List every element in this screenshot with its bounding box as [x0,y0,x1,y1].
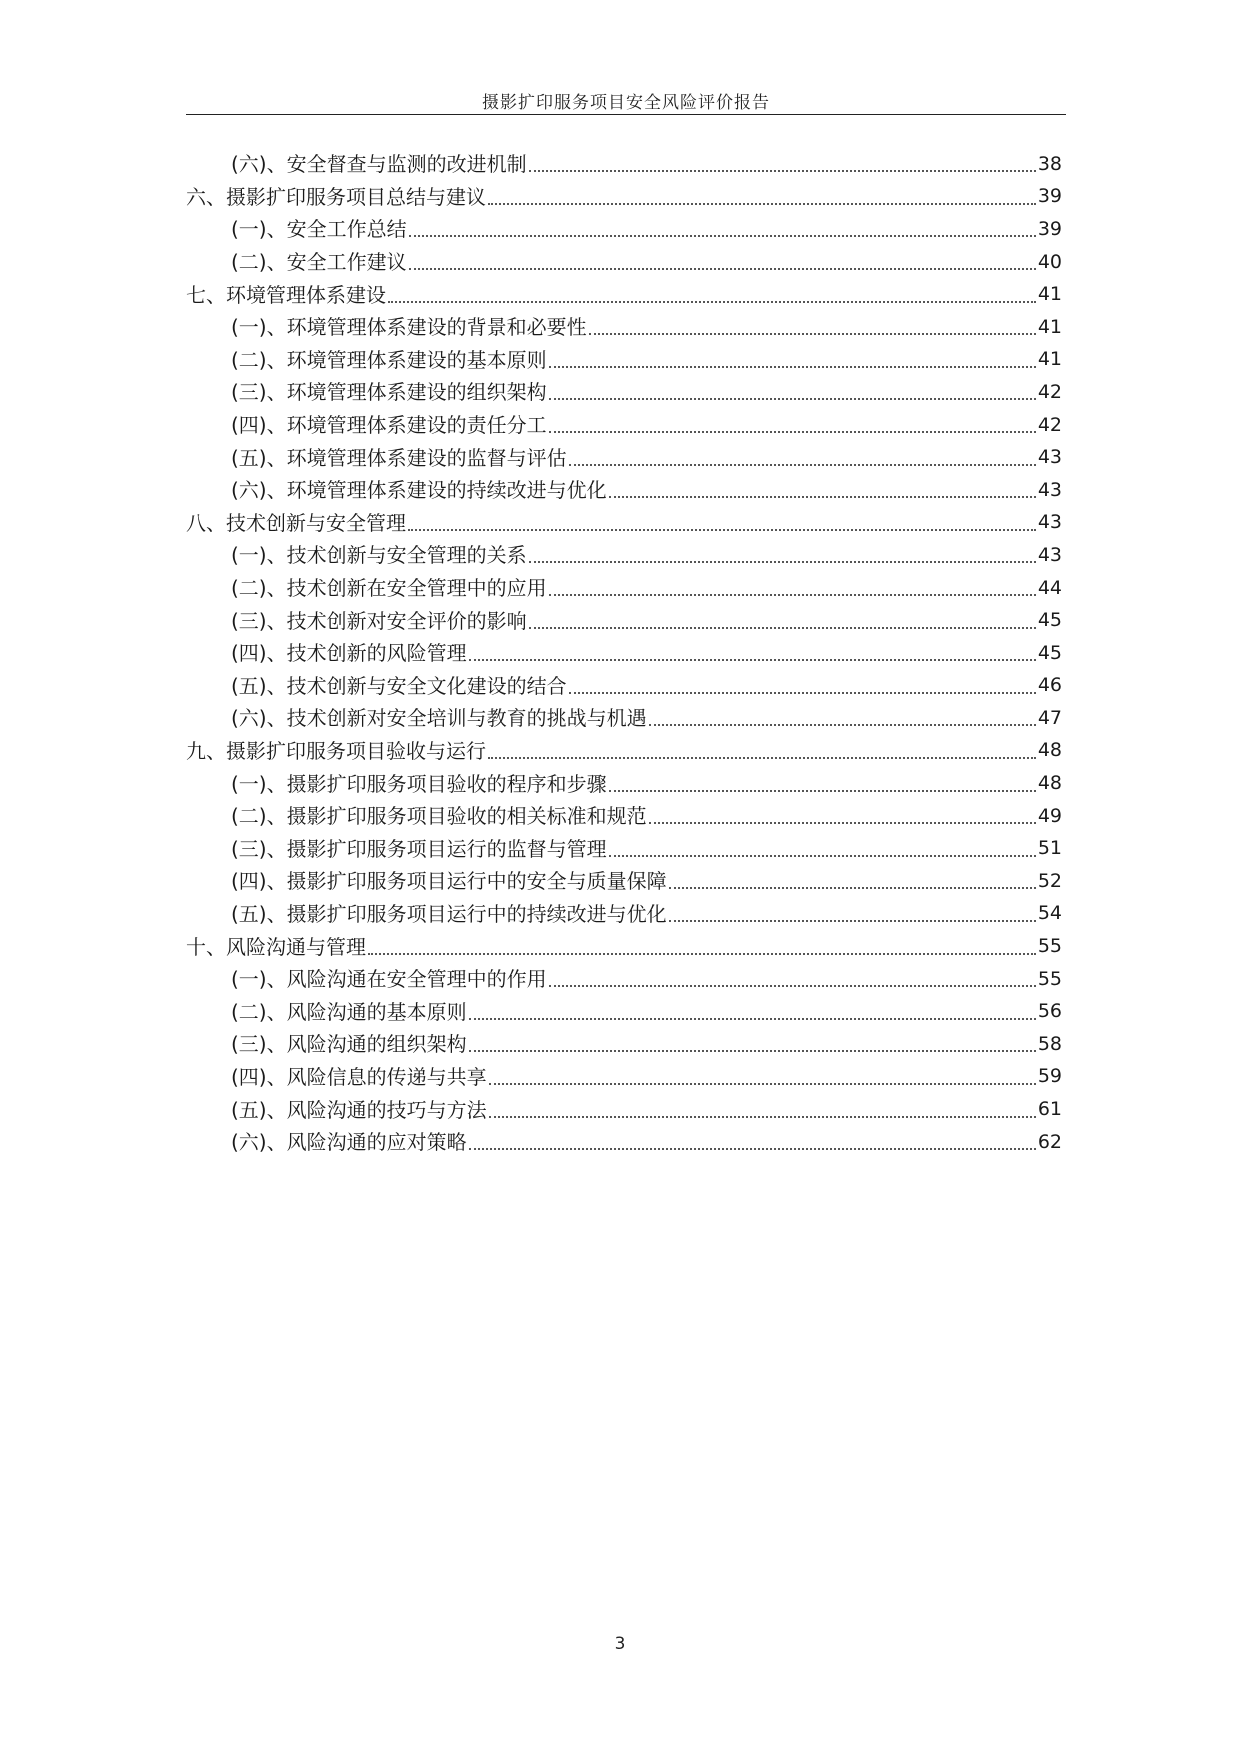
toc-entry-title: 六、摄影扩印服务项目总结与建议 [186,184,486,209]
toc-dot-leader [669,920,1036,922]
toc-entry-page: 55 [1037,967,1062,990]
toc-section-entry[interactable] [186,376,1062,409]
toc-chapter-entry[interactable] [186,930,1062,963]
toc-section-entry[interactable] [186,572,1062,605]
toc-dot-leader [669,887,1036,889]
header-divider [186,114,1066,115]
toc-entry-page: 45 [1037,609,1062,632]
toc-entry-title: (一)、风险沟通在安全管理中的作用 [231,967,547,992]
toc-dot-leader [649,822,1036,824]
toc-entry-title: (一)、安全工作总结 [231,217,407,242]
toc-entry-page: 43 [1037,511,1062,534]
running-header: 摄影扩印服务项目安全风险评价报告 [482,93,770,113]
toc-entry-page: 62 [1037,1130,1062,1153]
toc-entry-page: 46 [1037,674,1062,697]
toc-entry-page: 45 [1037,641,1062,664]
toc-entry-page: 42 [1037,413,1062,436]
toc-section-entry[interactable] [186,800,1062,833]
toc-section-entry[interactable] [186,1093,1062,1126]
toc-entry-title: (四)、环境管理体系建设的责任分工 [231,413,547,438]
toc-dot-leader [529,627,1036,629]
toc-entry-title: (六)、技术创新对安全培训与教育的挑战与机遇 [231,706,647,731]
table-of-contents [186,148,1062,1158]
toc-entry-page: 58 [1037,1032,1062,1055]
toc-section-entry[interactable] [186,474,1062,507]
toc-entry-page: 43 [1037,478,1062,501]
toc-entry-page: 39 [1037,185,1062,208]
toc-entry-title: (一)、摄影扩印服务项目验收的程序和步骤 [231,771,607,796]
toc-entry-title: (三)、环境管理体系建设的组织架构 [231,380,547,405]
toc-section-entry[interactable] [186,441,1062,474]
toc-entry-page: 51 [1037,837,1062,860]
toc-entry-title: (三)、技术创新对安全评价的影响 [231,608,527,633]
toc-dot-leader [489,1083,1036,1085]
toc-dot-leader [409,268,1036,270]
toc-entry-title: 七、环境管理体系建设 [186,282,386,307]
toc-dot-leader [609,496,1036,498]
toc-entry-title: (二)、技术创新在安全管理中的应用 [231,576,547,601]
toc-dot-leader [488,203,1036,205]
toc-dot-leader [649,724,1036,726]
toc-entry-page: 55 [1037,935,1062,958]
toc-entry-page: 59 [1037,1065,1062,1088]
toc-entry-title: (四)、风险信息的传递与共享 [231,1064,487,1089]
toc-dot-leader [609,790,1036,792]
toc-entry-title: (五)、环境管理体系建设的监督与评估 [231,445,567,470]
toc-dot-leader [609,855,1036,857]
toc-entry-title: (二)、风险沟通的基本原则 [231,999,467,1024]
toc-entry-page: 42 [1037,380,1062,403]
toc-entry-page: 61 [1037,1098,1062,1121]
toc-dot-leader [549,594,1036,596]
page-number: 3 [614,1634,626,1654]
toc-section-entry[interactable] [186,1028,1062,1061]
toc-entry-title: (三)、摄影扩印服务项目运行的监督与管理 [231,836,607,861]
toc-section-entry[interactable] [186,409,1062,442]
toc-entry-page: 43 [1037,446,1062,469]
toc-entry-title: (四)、摄影扩印服务项目运行中的安全与质量保障 [231,869,667,894]
toc-entry-title: 八、技术创新与安全管理 [186,510,406,535]
toc-dot-leader [388,301,1036,303]
toc-entry-title: (二)、安全工作建议 [231,250,407,275]
toc-section-entry[interactable] [186,311,1062,344]
toc-dot-leader [469,1050,1036,1052]
toc-entry-title: (二)、摄影扩印服务项目验收的相关标准和规范 [231,804,647,829]
toc-section-entry[interactable] [186,213,1062,246]
toc-section-entry[interactable] [186,604,1062,637]
toc-dot-leader [549,431,1036,433]
toc-entry-title: (二)、环境管理体系建设的基本原则 [231,347,547,372]
toc-section-entry[interactable] [186,670,1062,703]
toc-entry-page: 48 [1037,739,1062,762]
toc-section-entry[interactable] [186,344,1062,377]
toc-dot-leader [589,333,1036,335]
toc-entry-title: (四)、技术创新的风险管理 [231,641,467,666]
toc-entry-title: (六)、安全督查与监测的改进机制 [231,152,527,177]
toc-entry-page: 56 [1037,1000,1062,1023]
toc-dot-leader [529,561,1036,563]
toc-chapter-entry[interactable] [186,735,1062,768]
toc-entry-page: 44 [1037,576,1062,599]
toc-chapter-entry[interactable] [186,507,1062,540]
toc-section-entry[interactable] [186,702,1062,735]
toc-dot-leader [489,1116,1036,1118]
toc-entry-title: 十、风险沟通与管理 [186,934,366,959]
toc-chapter-entry[interactable] [186,181,1062,214]
toc-dot-leader [469,1018,1036,1020]
toc-entry-title: (五)、技术创新与安全文化建设的结合 [231,673,567,698]
toc-dot-leader [549,366,1036,368]
toc-section-entry[interactable] [186,963,1062,996]
toc-section-entry[interactable] [186,995,1062,1028]
toc-entry-title: (五)、风险沟通的技巧与方法 [231,1097,487,1122]
toc-entry-title: (六)、风险沟通的应对策略 [231,1130,467,1155]
toc-dot-leader [549,398,1036,400]
toc-entry-page: 41 [1037,283,1062,306]
toc-entry-page: 43 [1037,543,1062,566]
toc-entry-page: 40 [1037,250,1062,273]
toc-dot-leader [569,464,1036,466]
toc-entry-title: (三)、风险沟通的组织架构 [231,1032,467,1057]
toc-dot-leader [408,529,1036,531]
toc-entry-title: (五)、摄影扩印服务项目运行中的持续改进与优化 [231,901,667,926]
toc-entry-page: 47 [1037,706,1062,729]
toc-section-entry[interactable] [186,865,1062,898]
toc-entry-page: 39 [1037,217,1062,240]
toc-section-entry[interactable] [186,832,1062,865]
toc-section-entry[interactable] [186,1061,1062,1094]
toc-entry-page: 38 [1037,152,1062,175]
toc-entry-page: 49 [1037,804,1062,827]
toc-dot-leader [409,235,1036,237]
toc-section-entry[interactable] [186,637,1062,670]
toc-entry-title: (一)、技术创新与安全管理的关系 [231,543,527,568]
toc-section-entry[interactable] [186,539,1062,572]
toc-dot-leader [469,1148,1036,1150]
toc-section-entry[interactable] [186,246,1062,279]
toc-entry-title: (六)、环境管理体系建设的持续改进与优化 [231,478,607,503]
toc-dot-leader [469,659,1036,661]
toc-dot-leader [569,692,1036,694]
toc-section-entry[interactable] [186,898,1062,931]
toc-entry-page: 48 [1037,772,1062,795]
toc-entry-title: (一)、环境管理体系建设的背景和必要性 [231,315,587,340]
toc-dot-leader [549,985,1036,987]
toc-section-entry[interactable] [186,1126,1062,1159]
toc-entry-page: 52 [1037,869,1062,892]
toc-entry-page: 41 [1037,348,1062,371]
toc-section-entry[interactable] [186,148,1062,181]
toc-dot-leader [529,170,1036,172]
toc-entry-page: 54 [1037,902,1062,925]
toc-entry-page: 41 [1037,315,1062,338]
toc-section-entry[interactable] [186,767,1062,800]
toc-entry-title: 九、摄影扩印服务项目验收与运行 [186,738,486,763]
toc-chapter-entry[interactable] [186,278,1062,311]
toc-dot-leader [488,757,1036,759]
toc-dot-leader [368,953,1036,955]
